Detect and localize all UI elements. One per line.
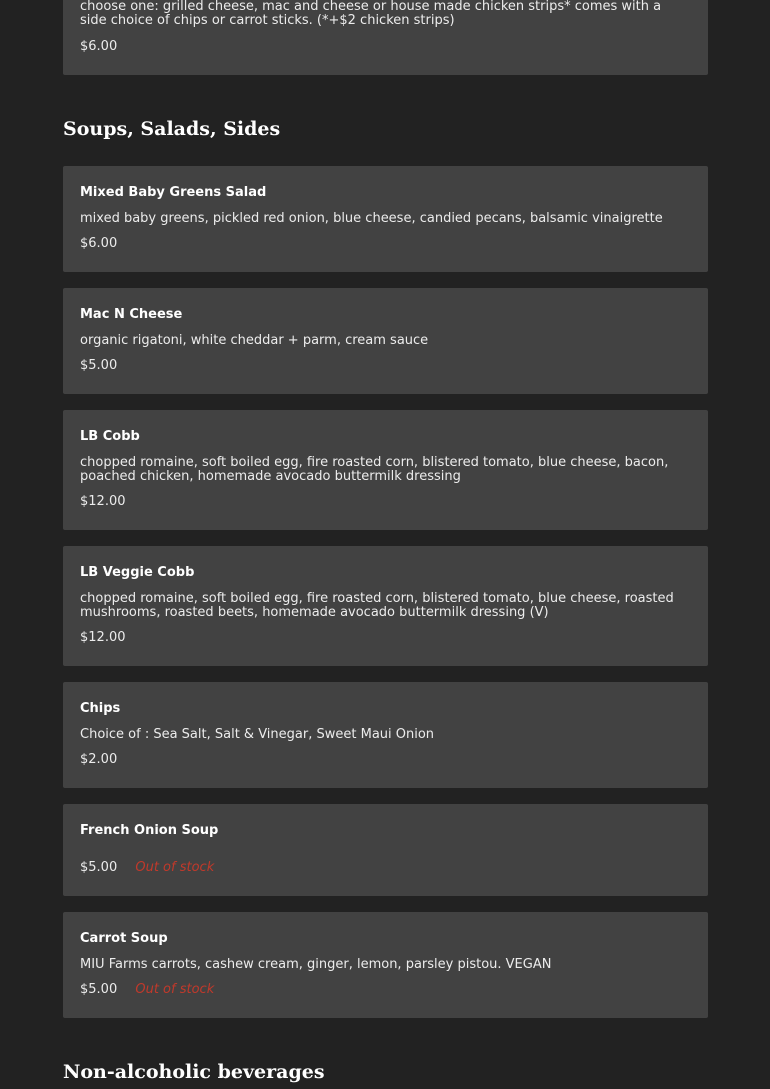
- menu-item-description: organic rigatoni, white cheddar + parm, cream sauce: [80, 333, 429, 348]
- menu-item-name: Carrot Soup: [80, 931, 168, 946]
- menu-item-price-row: [80, 358, 117, 374]
- menu-item-card[interactable]: [63, 410, 708, 530]
- menu-item-description: Choice of : Sea Salt, Salt & Vinegar, Sweet Maui Onion: [80, 727, 435, 742]
- menu-item-price: $12.00: [80, 494, 126, 509]
- menu-item-name: LB Cobb: [80, 429, 140, 444]
- menu-item-name: Chips: [80, 701, 121, 716]
- menu-item-price-row: [80, 494, 126, 510]
- menu-item-price-row: [80, 236, 117, 252]
- menu-item-price-row: [80, 39, 117, 55]
- menu-item-name: Mixed Baby Greens Salad: [80, 185, 267, 200]
- section-title-non-alcoholic-beverages: Non-alcoholic beverages: [63, 1061, 325, 1083]
- menu-item-card[interactable]: [63, 0, 708, 75]
- menu-item-price: $2.00: [80, 752, 118, 767]
- menu-item-card[interactable]: [63, 912, 708, 1018]
- menu-item-name: French Onion Soup: [80, 823, 219, 838]
- menu-item-card[interactable]: [63, 166, 708, 272]
- menu-item-name: Mac N Cheese: [80, 307, 183, 322]
- menu-item-description: chopped romaine, soft boiled egg, fire roasted corn, blistered tomato, blue cheese, bacon, poached chicken, homemade avocado buttermilk dressing: [80, 455, 669, 484]
- menu-item-name: LB Veggie Cobb: [80, 565, 195, 580]
- menu-item-price: $6.00: [80, 39, 118, 54]
- menu-item-description: mixed baby greens, pickled red onion, blue cheese, candied pecans, balsamic vinaigrette: [80, 211, 663, 226]
- menu-item-card[interactable]: [63, 546, 708, 666]
- out-of-stock-label: Out of stock: [135, 860, 215, 875]
- menu-item-card[interactable]: [63, 288, 708, 394]
- menu-item-card[interactable]: [63, 804, 708, 896]
- menu-item-price-row: [80, 630, 126, 646]
- menu-item-price: $5.00: [80, 860, 118, 875]
- menu-item-price-row: [80, 982, 214, 998]
- menu-item-description: chopped romaine, soft boiled egg, fire roasted corn, blistered tomato, blue cheese, roasted mushrooms, roasted beets, homemade avocado buttermilk dressing (V): [80, 591, 674, 620]
- menu-item-description: choose one: grilled cheese, mac and cheese or house made chicken strips* comes with a side choice of chips or carrot sticks. (*+$2 chicken strips): [80, 0, 662, 28]
- menu-item-price-row: [80, 860, 214, 876]
- menu-item-price: $12.00: [80, 630, 126, 645]
- out-of-stock-label: Out of stock: [135, 982, 215, 997]
- menu-item-price: $5.00: [80, 982, 118, 997]
- menu-item-price: $6.00: [80, 236, 118, 251]
- section-title-soups-salads-sides: Soups, Salads, Sides: [63, 118, 281, 140]
- menu-item-description: MIU Farms carrots, cashew cream, ginger, lemon, parsley pistou. VEGAN: [80, 957, 552, 972]
- menu-item-price: $5.00: [80, 358, 118, 373]
- menu-item-card[interactable]: [63, 682, 708, 788]
- menu-item-price-row: [80, 752, 117, 768]
